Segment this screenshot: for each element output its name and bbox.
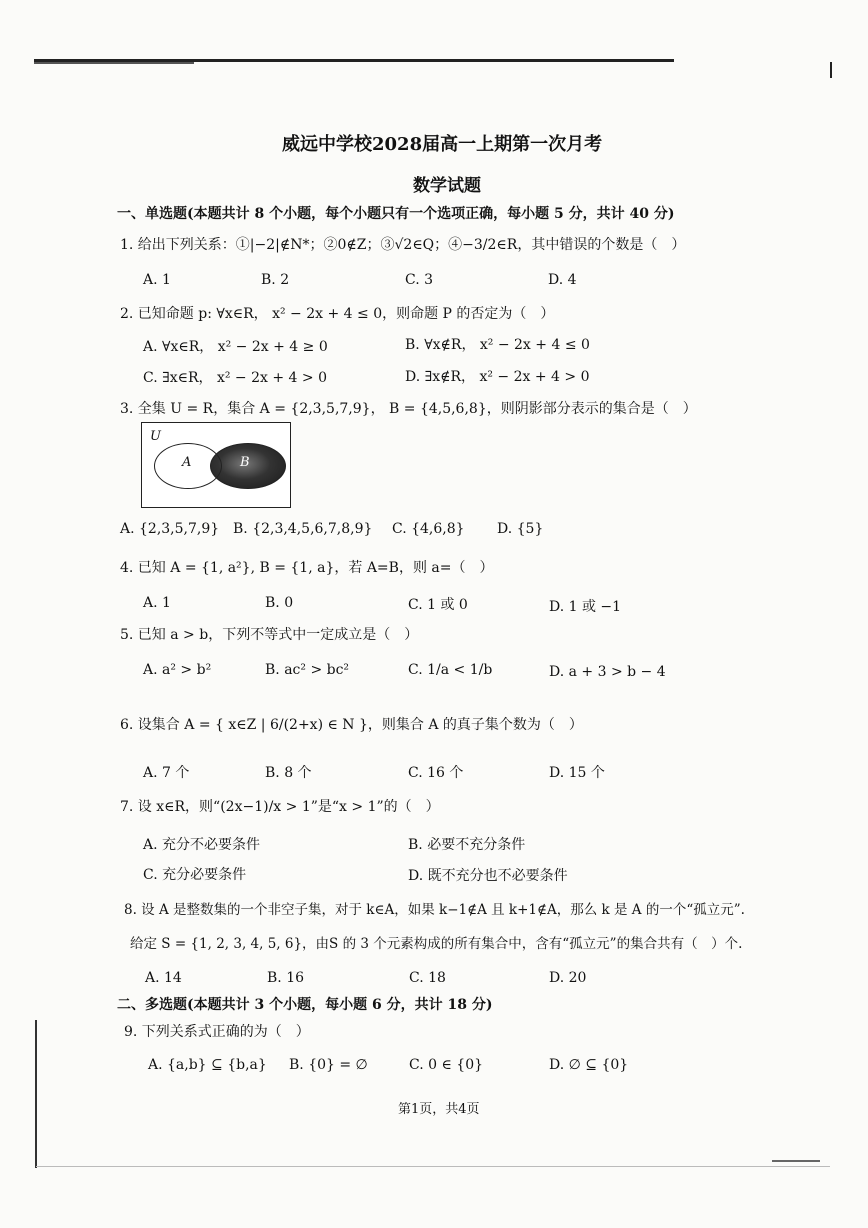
question-9-option-a: A. {a,b} ⊆ {b,a} — [148, 1057, 267, 1073]
question-6-option-a: A. 7 个 — [143, 765, 190, 781]
question-8-stem-2: 给定 S = {1, 2, 3, 4, 5, 6}，由S 的 3 个元素构成的所有集合中，含有“孤立元”的集合共有（ ）个. — [130, 936, 743, 952]
question-8-stem: 8. 设 A 是整数集的一个非空子集，对于 k∈A，如果 k−1∉A 且 k+1∉A，那么 k 是 A 的一个“孤立元”. — [124, 902, 745, 918]
question-2-option-b: B. ∀x∉R， x² − 2x + 4 ≤ 0 — [405, 337, 590, 353]
question-3-option-b: B. {2,3,4,5,6,7,8,9} — [233, 521, 373, 537]
scan-edge-right — [830, 62, 832, 78]
question-7-option-c: C. 充分必要条件 — [143, 867, 247, 883]
question-5-option-d: D. a + 3 > b − 4 — [549, 664, 666, 680]
venn-label-a: A — [182, 455, 192, 470]
venn-diagram — [141, 422, 291, 508]
question-1-option-b: B. 2 — [261, 272, 290, 288]
question-4-option-b: B. 0 — [265, 595, 294, 611]
question-1-stem: 1. 给出下列关系：①|−2|∉N*；②0∉Z；③√2∈Q；④−3/2∈R，其中错误的个数是（ ） — [120, 237, 686, 253]
question-2-option-c: C. ∃x∈R， x² − 2x + 4 > 0 — [143, 370, 327, 386]
venn-label-b: B — [240, 455, 250, 470]
question-1-option-c: C. 3 — [405, 272, 434, 288]
scan-edge-top-2 — [34, 62, 194, 64]
question-5-option-b: B. ac² > bc² — [265, 662, 350, 678]
question-3-option-c: C. {4,6,8} — [392, 521, 465, 537]
scan-edge-left — [35, 1020, 37, 1168]
question-5-option-a: A. a² > b² — [143, 662, 212, 678]
question-4-option-c: C. 1 或 0 — [408, 597, 468, 613]
question-8-option-c: C. 18 — [409, 970, 446, 986]
question-8-option-d: D. 20 — [549, 970, 587, 986]
question-4-option-d: D. 1 或 −1 — [549, 599, 622, 615]
question-1-option-a: A. 1 — [143, 272, 171, 288]
question-3-option-d: D. {5} — [497, 521, 544, 537]
question-6-option-c: C. 16 个 — [408, 765, 464, 781]
question-6-option-b: B. 8 个 — [265, 765, 312, 781]
question-2-option-a: A. ∀x∈R， x² − 2x + 4 ≥ 0 — [143, 339, 328, 355]
section-single-choice: 一、单选题(本题共计 8 个小题，每个小题只有一个选项正确，每小题 5 分，共计 40 分) — [117, 206, 675, 222]
question-7-option-d: D. 既不充分也不必要条件 — [408, 868, 568, 884]
section-multiple-choice: 二、多选题(本题共计 3 个小题，每小题 6 分，共计 18 分) — [117, 997, 493, 1013]
question-9-option-b: B. {0} = ∅ — [289, 1057, 368, 1073]
question-3-option-a: A. {2,3,5,7,9} — [120, 521, 220, 537]
question-1-option-d: D. 4 — [548, 272, 577, 288]
question-4-option-a: A. 1 — [143, 595, 171, 611]
question-7-option-b: B. 必要不充分条件 — [408, 837, 526, 853]
scan-edge-bottom — [36, 1166, 830, 1167]
exam-subtitle: 数学试题 — [413, 176, 481, 196]
question-6-stem: 6. 设集合 A = { x∈Z | 6/(2+x) ∈ N }，则集合 A 的真子集个数为（ ） — [120, 717, 583, 733]
question-9-option-d: D. ∅ ⊆ {0} — [549, 1057, 629, 1073]
question-8-option-b: B. 16 — [267, 970, 305, 986]
scan-mark-bottom-right — [772, 1160, 820, 1162]
question-8-option-a: A. 14 — [145, 970, 182, 986]
question-9-option-c: C. 0 ∈ {0} — [409, 1057, 484, 1073]
question-7-option-a: A. 充分不必要条件 — [143, 837, 261, 853]
question-5-option-c: C. 1/a < 1/b — [408, 662, 493, 678]
question-2-stem: 2. 已知命题 p: ∀x∈R， x² − 2x + 4 ≤ 0，则命题 P 的否定为（ ） — [120, 306, 555, 322]
venn-universe-label: U — [150, 429, 161, 444]
question-6-option-d: D. 15 个 — [549, 765, 605, 781]
question-7-stem: 7. 设 x∈R，则“(2x−1)/x > 1”是“x > 1”的（ ） — [120, 799, 440, 815]
question-3-stem: 3. 全集 U = R，集合 A = {2,3,5,7,9}， B = {4,5,6,8}，则阴影部分表示的集合是（ ） — [120, 401, 697, 417]
exam-title: 威远中学校2028届高一上期第一次月考 — [282, 134, 603, 155]
question-2-option-d: D. ∃x∉R， x² − 2x + 4 > 0 — [405, 369, 590, 385]
question-4-stem: 4. 已知 A = {1, a²}, B = {1, a}，若 A=B，则 a=（ ） — [120, 560, 494, 576]
page-footer: 第1页，共4页 — [398, 1102, 480, 1117]
question-5-stem: 5. 已知 a > b，下列不等式中一定成立是（ ） — [120, 627, 419, 643]
question-9-stem: 9. 下列关系式正确的为（ ） — [124, 1024, 310, 1040]
